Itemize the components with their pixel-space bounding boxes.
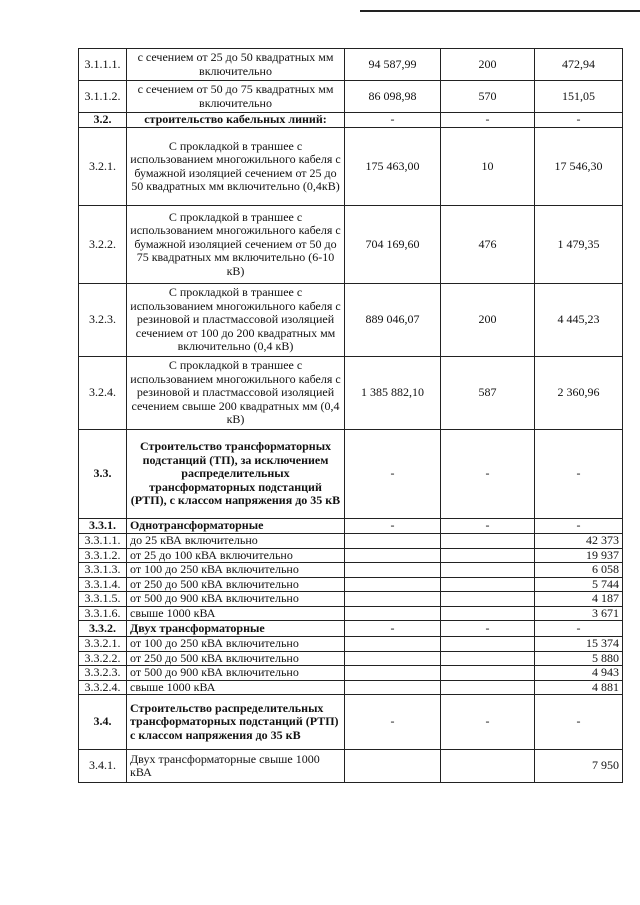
row-rate: 4 881 xyxy=(535,680,623,695)
row-rate: - xyxy=(535,519,623,534)
row-number: 3.2.3. xyxy=(79,284,127,357)
row-number: 3.3.1.1. xyxy=(79,534,127,549)
row-quantity xyxy=(441,750,535,783)
row-cost: - xyxy=(345,113,441,128)
row-number: 3.4. xyxy=(79,695,127,750)
row-number: 3.3.1.6. xyxy=(79,606,127,621)
row-cost xyxy=(345,606,441,621)
table-row-section xyxy=(79,695,623,750)
row-quantity: 200 xyxy=(441,49,535,81)
row-rate: 5 744 xyxy=(535,577,623,592)
row-number: 3.3.2. xyxy=(79,621,127,637)
row-quantity: - xyxy=(441,695,535,750)
row-quantity: - xyxy=(441,519,535,534)
row-cost: 1 385 882,10 xyxy=(345,357,441,430)
row-quantity: 10 xyxy=(441,128,535,206)
row-cost: - xyxy=(345,430,441,519)
row-number: 3.3.1. xyxy=(79,519,127,534)
row-cost xyxy=(345,563,441,578)
row-cost: 94 587,99 xyxy=(345,49,441,81)
row-rate: 2 360,96 xyxy=(535,357,623,430)
row-description: Однотрансформаторные xyxy=(127,519,345,534)
table-row xyxy=(79,534,623,549)
row-number: 3.3.2.3. xyxy=(79,666,127,681)
row-cost: - xyxy=(345,519,441,534)
table-row xyxy=(79,637,623,652)
row-quantity: - xyxy=(441,621,535,637)
row-rate: 6 058 xyxy=(535,563,623,578)
table-row-section xyxy=(79,519,623,534)
row-number: 3.3.1.2. xyxy=(79,548,127,563)
row-rate: 15 374 xyxy=(535,637,623,652)
table-row xyxy=(79,651,623,666)
row-description: свыше 1000 кВА xyxy=(127,606,345,621)
row-quantity xyxy=(441,606,535,621)
row-quantity: 476 xyxy=(441,206,535,284)
table-row-section xyxy=(79,113,623,128)
row-number: 3.3.2.2. xyxy=(79,651,127,666)
row-cost xyxy=(345,666,441,681)
row-rate: 1 479,35 xyxy=(535,206,623,284)
row-rate: 17 546,30 xyxy=(535,128,623,206)
row-rate: 42 373 xyxy=(535,534,623,549)
row-rate: - xyxy=(535,695,623,750)
row-description: С прокладкой в траншее с использованием многожильного кабеля с резиновой и пластмассовой изоляцией сечением свыше 200 квадратных мм (0,4 кВ) xyxy=(127,357,345,430)
row-cost xyxy=(345,680,441,695)
row-quantity: 570 xyxy=(441,81,535,113)
row-number: 3.3.1.3. xyxy=(79,563,127,578)
row-rate: 4 943 xyxy=(535,666,623,681)
row-rate: - xyxy=(535,430,623,519)
row-rate: 151,05 xyxy=(535,81,623,113)
table-row xyxy=(79,606,623,621)
table-row xyxy=(79,548,623,563)
row-description: Двух трансформаторные xyxy=(127,621,345,637)
table-row-section xyxy=(79,621,623,637)
row-quantity: 587 xyxy=(441,357,535,430)
row-quantity xyxy=(441,592,535,607)
table-row xyxy=(79,666,623,681)
table-row xyxy=(79,206,623,284)
row-cost: 86 098,98 xyxy=(345,81,441,113)
row-description: от 100 до 250 кВА включительно xyxy=(127,563,345,578)
row-number: 3.1.1.2. xyxy=(79,81,127,113)
row-cost xyxy=(345,750,441,783)
row-description: Строительство трансформаторных подстанций (ТП), за исключением распределительных трансформаторных подстанций (РТП), с классом напряжения до 35 кВ xyxy=(127,430,345,519)
row-cost xyxy=(345,577,441,592)
row-number: 3.2.2. xyxy=(79,206,127,284)
row-number: 3.4.1. xyxy=(79,750,127,783)
row-number: 3.3.1.4. xyxy=(79,577,127,592)
row-description: от 500 до 900 кВА включительно xyxy=(127,592,345,607)
table-row-section xyxy=(79,430,623,519)
row-quantity xyxy=(441,577,535,592)
row-description: от 250 до 500 кВА включительно xyxy=(127,651,345,666)
row-quantity xyxy=(441,680,535,695)
row-cost xyxy=(345,592,441,607)
row-number: 3.2.1. xyxy=(79,128,127,206)
row-rate: 5 880 xyxy=(535,651,623,666)
table-row xyxy=(79,592,623,607)
table-row xyxy=(79,750,623,783)
row-quantity: 200 xyxy=(441,284,535,357)
row-cost: - xyxy=(345,621,441,637)
row-description: до 25 кВА включительно xyxy=(127,534,345,549)
row-description: С прокладкой в траншее с использованием многожильного кабеля с бумажной изоляцией сечением от 50 до 75 квадратных мм включительно (6-10 кВ) xyxy=(127,206,345,284)
row-number: 3.2. xyxy=(79,113,127,128)
row-cost xyxy=(345,637,441,652)
row-description: от 100 до 250 кВА включительно xyxy=(127,637,345,652)
table-row xyxy=(79,49,623,81)
header-rule xyxy=(360,10,640,12)
row-rate: 4 187 xyxy=(535,592,623,607)
row-quantity xyxy=(441,637,535,652)
table-row xyxy=(79,577,623,592)
row-description: строительство кабельных линий: xyxy=(127,113,345,128)
row-description: свыше 1000 кВА xyxy=(127,680,345,695)
row-cost xyxy=(345,651,441,666)
row-description: от 25 до 100 кВА включительно xyxy=(127,548,345,563)
row-rate: - xyxy=(535,621,623,637)
row-rate: 7 950 xyxy=(535,750,623,783)
table-row xyxy=(79,81,623,113)
row-rate: - xyxy=(535,113,623,128)
row-quantity xyxy=(441,666,535,681)
row-cost: 704 169,60 xyxy=(345,206,441,284)
row-quantity: - xyxy=(441,113,535,128)
row-number: 3.1.1.1. xyxy=(79,49,127,81)
row-description: Строительство распределительных трансформаторных подстанций (РТП) с классом напряжения до 35 кВ xyxy=(127,695,345,750)
table-row xyxy=(79,357,623,430)
row-cost: 175 463,00 xyxy=(345,128,441,206)
table-row xyxy=(79,284,623,357)
table-row xyxy=(79,128,623,206)
row-cost: 889 046,07 xyxy=(345,284,441,357)
row-cost xyxy=(345,548,441,563)
row-number: 3.3.2.4. xyxy=(79,680,127,695)
row-number: 3.3.1.5. xyxy=(79,592,127,607)
row-quantity xyxy=(441,651,535,666)
tariff-table xyxy=(78,48,623,783)
row-quantity xyxy=(441,534,535,549)
row-rate: 19 937 xyxy=(535,548,623,563)
row-cost: - xyxy=(345,695,441,750)
row-number: 3.3.2.1. xyxy=(79,637,127,652)
row-description: С прокладкой в траншее с использованием многожильного кабеля с резиновой и пластмассовой изоляцией сечением от 100 до 200 квадратных мм включительно (0,4 кВ) xyxy=(127,284,345,357)
row-description: от 250 до 500 кВА включительно xyxy=(127,577,345,592)
row-quantity: - xyxy=(441,430,535,519)
row-quantity xyxy=(441,548,535,563)
row-description: Двух трансформаторные свыше 1000 кВА xyxy=(127,750,345,783)
row-quantity xyxy=(441,563,535,578)
row-description: С прокладкой в траншее с использованием многожильного кабеля с бумажной изоляцией сечением от 25 до 50 квадратных мм включительно (0,4кВ) xyxy=(127,128,345,206)
row-cost xyxy=(345,534,441,549)
row-description: с сечением от 50 до 75 квадратных мм включительно xyxy=(127,81,345,113)
row-description: с сечением от 25 до 50 квадратных мм включительно xyxy=(127,49,345,81)
row-description: от 500 до 900 кВА включительно xyxy=(127,666,345,681)
row-rate: 3 671 xyxy=(535,606,623,621)
row-rate: 472,94 xyxy=(535,49,623,81)
table-row xyxy=(79,680,623,695)
row-number: 3.3. xyxy=(79,430,127,519)
row-number: 3.2.4. xyxy=(79,357,127,430)
table-row xyxy=(79,563,623,578)
row-rate: 4 445,23 xyxy=(535,284,623,357)
